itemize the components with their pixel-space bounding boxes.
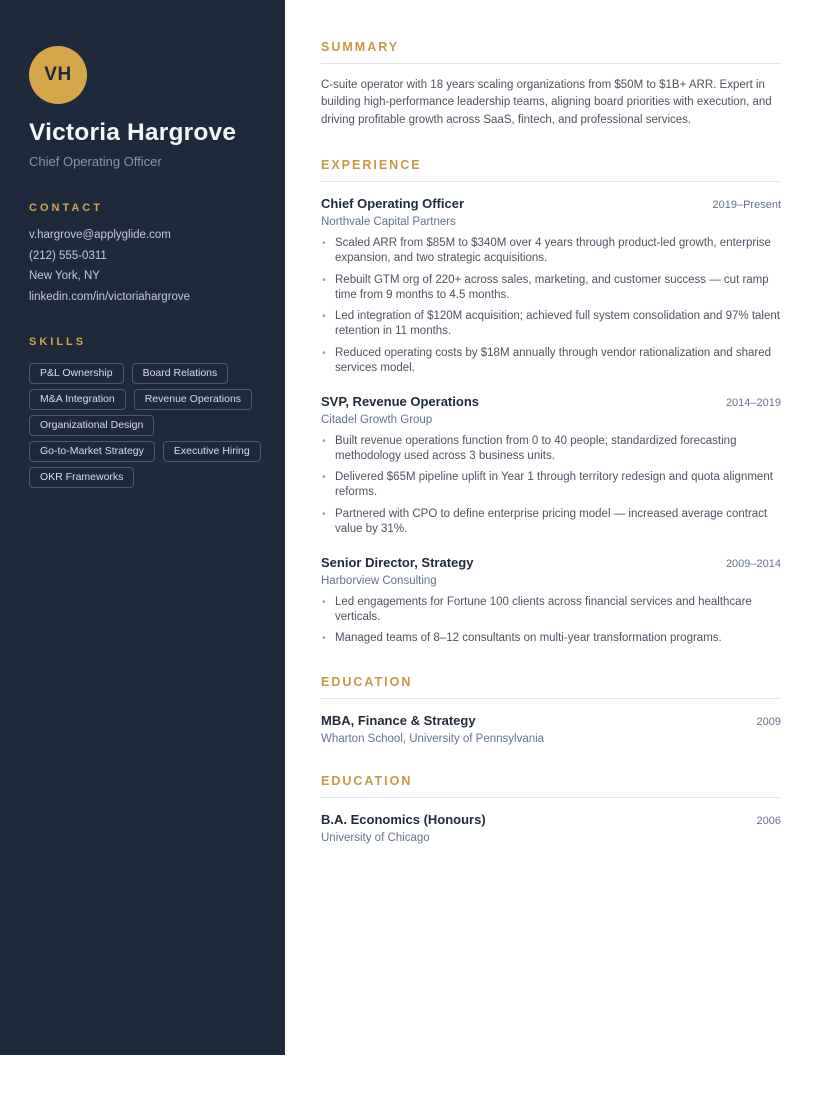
degree-year: 2006 [756, 815, 781, 828]
entry-bullet: • Delivered $65M pipeline uplift in Year 1 through territory redesign and quota alignment reforms. [321, 470, 781, 500]
sidebar [0, 0, 285, 1055]
contact-phone: (212) 555-0311 [29, 249, 107, 262]
education-entry [321, 713, 781, 745]
summary-heading: SUMMARY [321, 40, 400, 54]
skill-chip: M&A Integration [29, 389, 126, 410]
skills-heading: SKILLS [29, 336, 87, 348]
experience-entry [321, 196, 781, 376]
skill-chip: Go-to-Market Strategy [29, 441, 155, 462]
skill-chip: OKR Frameworks [29, 467, 134, 488]
avatar [29, 46, 87, 104]
entry-bullet-list [321, 434, 781, 537]
entry-title: Senior Director, Strategy [321, 554, 474, 570]
experience-entry [321, 394, 781, 537]
school-name: Wharton School, University of Pennsylvania [321, 733, 545, 746]
summary-section [321, 40, 781, 129]
person-job-title: Chief Operating Officer [29, 154, 162, 169]
degree-year: 2009 [756, 716, 781, 729]
entry-bullet: • Built revenue operations function from 0 to 40 people; standardized forecasting methodology used across 3 business units. [321, 434, 781, 464]
entry-company: Citadel Growth Group [321, 413, 433, 426]
experience-entry [321, 555, 781, 647]
section-rule [321, 797, 781, 798]
entry-title: Chief Operating Officer [321, 196, 465, 212]
person-name: Victoria Hargrove [29, 119, 237, 146]
contact-location: New York, NY [29, 270, 100, 282]
contact-linkedin: linkedin.com/in/victoriahargrove [29, 290, 191, 303]
school-name: University of Chicago [321, 832, 430, 845]
entry-bullet: • Led integration of $120M acquisition; achieved full system consolidation and 97% talent retention in 11 months. [321, 309, 781, 339]
entry-bullet: • Rebuilt GTM org of 220+ across sales, marketing, and customer success — cut ramp time from 9 months to 4.5 months. [321, 273, 781, 303]
education-section [321, 774, 781, 844]
section-rule [321, 181, 781, 182]
entry-bullet: • Scaled ARR from $85M to $340M over 4 years through product-led growth, enterprise expansion, and two strategic acquisitions. [321, 236, 781, 266]
entry-dates: 2014–2019 [725, 396, 781, 409]
section-rule [321, 63, 781, 64]
entry-company: Harborview Consulting [321, 574, 437, 587]
skill-chip: P&L Ownership [29, 363, 124, 384]
entry-header [321, 196, 781, 211]
degree-title: MBA, Finance & Strategy [321, 713, 476, 729]
skill-chip: Executive Hiring [163, 441, 261, 462]
entry-header [321, 555, 781, 570]
degree-title: B.A. Economics (Honours) [321, 812, 486, 828]
section-rule [321, 698, 781, 699]
entry-bullet-list [321, 595, 781, 647]
entry-header [321, 812, 781, 827]
education-heading: EDUCATION [321, 675, 413, 690]
experience-section [321, 158, 781, 646]
summary-text: C-suite operator with 18 years scaling organizations from $50M to $1B+ ARR. Expert in building high-performance leadership teams, aligning board priorities with execution, and driving profitable growth across SaaS, fintech, and professional services. [321, 79, 772, 126]
entry-bullet: • Reduced operating costs by $18M annually through vendor rationalization and shared services model. [321, 346, 781, 376]
entry-header [321, 394, 781, 409]
entry-company: Northvale Capital Partners [321, 216, 456, 229]
avatar-initials: VH [44, 64, 72, 85]
entry-bullet: • Managed teams of 8–12 consultants on multi-year transformation programs. [321, 631, 781, 646]
contact-list [29, 230, 257, 303]
education-section [321, 675, 781, 745]
skill-chip: Revenue Operations [134, 389, 252, 410]
main-column [285, 0, 816, 873]
entry-dates: 2009–2014 [725, 557, 781, 570]
entry-bullet: • Led engagements for Fortune 100 clients across financial services and healthcare verticals. [321, 595, 781, 625]
skills-chip-list [29, 363, 261, 488]
experience-heading: EXPERIENCE [321, 158, 422, 173]
entry-dates: 2019–Present [712, 199, 781, 212]
skill-chip: Organizational Design [29, 415, 154, 436]
entry-bullet-list [321, 236, 781, 376]
contact-email: v.hargrove@applyglide.com [29, 229, 171, 241]
entry-title: SVP, Revenue Operations [321, 393, 479, 409]
education-entry [321, 812, 781, 844]
entry-bullet: • Partnered with CPO to define enterprise pricing model — increased average contract value by 31%. [321, 507, 781, 537]
skill-chip: Board Relations [132, 363, 229, 384]
contact-heading: CONTACT [29, 202, 103, 214]
education-heading: EDUCATION [321, 774, 413, 789]
entry-header [321, 713, 781, 728]
